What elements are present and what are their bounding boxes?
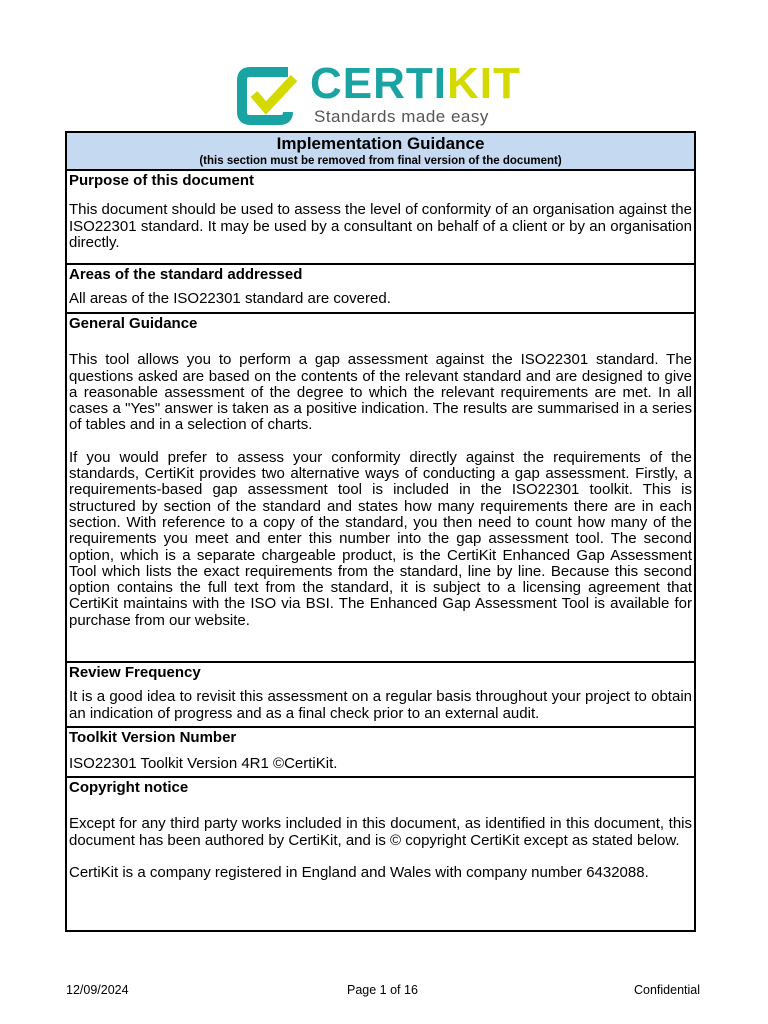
section-copyright bbox=[66, 777, 695, 931]
section-heading: General Guidance bbox=[69, 315, 198, 332]
guidance-table bbox=[65, 131, 696, 932]
section-heading: Areas of the standard addressed bbox=[69, 266, 303, 283]
section-paragraph: This document should be used to assess the level of conformity of an organisation against the ISO22301 standard. It may be used by a consultant on behalf of a client or by an organisation directly. bbox=[69, 201, 692, 251]
section-general-guidance bbox=[66, 313, 695, 662]
section-purpose bbox=[66, 170, 695, 264]
section-paragraph: If you would prefer to assess your conformity directly against the requirements of the standards, CertiKit provides two alternative ways of conducting a gap assessment. Firstly, a requirements-based gap assessment tool is included in the ISO22301 toolkit. This is structured by section of the standard and states how many requirements there are in each section. With reference to a copy of the standard, you then need to count how many of the requirements you meet and enter this number into the gap assessment tool. The second option, which is a separate chargeable product, is the CertiKit Enhanced Gap Assessment Tool which lists the exact requirements from the standard, line by line. Because this second option contains the full text from the standard, it is subject to a licensing agreement that CertiKit maintains with the ISO via BSI. The Enhanced Gap Assessment Tool is available for purchase from our website. bbox=[69, 448, 692, 629]
section-paragraph: Except for any third party works included in this document, as identified in this document, this document has been authored by CertiKit, and is © copyright CertiKit except as stated below. bbox=[69, 815, 692, 849]
certikit-check-icon bbox=[236, 64, 298, 126]
logo-tagline: Standards made easy bbox=[314, 107, 489, 126]
section-toolkit-version bbox=[66, 727, 695, 777]
section-paragraph: It is a good idea to revisit this assessment on a regular basis throughout your project to obtain an indication of progress and as a final check prior to an external audit. bbox=[69, 688, 692, 722]
logo-word-certi: CERTI bbox=[310, 59, 447, 108]
logo-word-kit: KIT bbox=[447, 59, 521, 108]
guidance-header bbox=[66, 132, 695, 170]
section-paragraph: ISO22301 Toolkit Version 4R1 ©CertiKit. bbox=[69, 755, 338, 773]
section-paragraph: This tool allows you to perform a gap assessment against the ISO22301 standard. The questions asked are based on the contents of the relevant standard and are designed to give a reasonable assessment of the degree to which the relevant requirements are met. In all cases a "Yes" answer is taken as a positive indication. The results are summarised in a series of tables and in a selection of charts. bbox=[69, 351, 692, 434]
section-areas bbox=[66, 264, 695, 313]
guidance-subtitle: (this section must be removed from final version of the document) bbox=[199, 155, 562, 167]
section-paragraph: CertiKit is a company registered in England and Wales with company number 6432088. bbox=[69, 863, 649, 881]
section-heading: Review Frequency bbox=[69, 664, 201, 681]
section-heading: Copyright notice bbox=[69, 779, 189, 796]
certikit-logo bbox=[236, 59, 521, 128]
section-heading: Toolkit Version Number bbox=[69, 729, 237, 746]
section-review-frequency bbox=[66, 662, 695, 727]
section-paragraph: All areas of the ISO22301 standard are covered. bbox=[69, 290, 391, 308]
logo-wordmark bbox=[310, 59, 521, 108]
footer-date: 12/09/2024 bbox=[66, 983, 129, 997]
footer-classification: Confidential bbox=[634, 983, 701, 997]
guidance-title: Implementation Guidance bbox=[276, 134, 485, 153]
section-heading: Purpose of this document bbox=[69, 172, 255, 189]
footer-page-number: Page 1 of 16 bbox=[347, 983, 418, 997]
